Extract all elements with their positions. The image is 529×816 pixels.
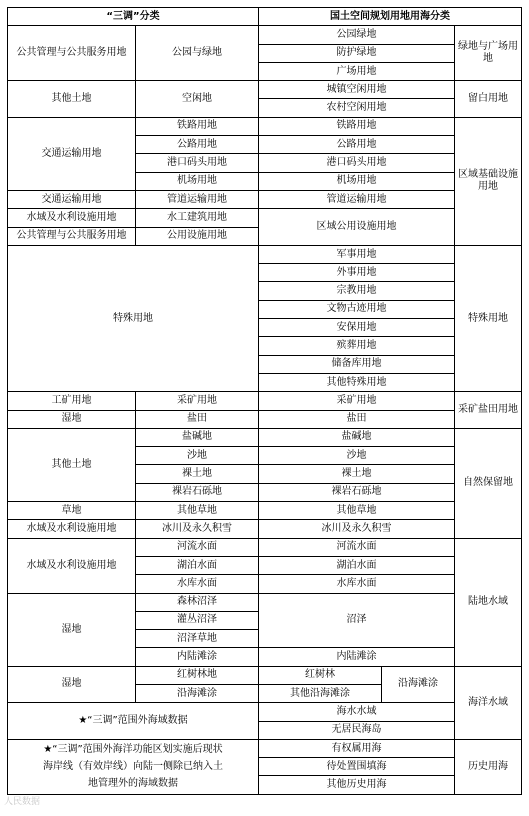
cell-b11: 盐田 [136,410,259,428]
cell-c2: 防护绿地 [259,44,455,62]
cell-c7: 公路用地 [259,136,455,154]
cell-c24: 裸土地 [259,465,455,483]
cell-b10: 采矿用地 [136,392,259,410]
cell-a4: 交通运输用地 [8,190,136,208]
cell-b5: 港口码头用地 [136,154,259,172]
cell-c9: 机场用地 [259,172,455,190]
table-header-row [8,8,522,26]
cell-c33: 红树林 [259,666,382,684]
cell-a14: 湿地 [8,593,136,666]
cell-b1: 公园与绿地 [136,26,259,81]
table-row [8,593,522,611]
cell-b9: 公用设施用地 [136,227,259,245]
cell-c11: 区域公用设施用地 [259,209,455,246]
table-row [8,26,522,44]
land-classification-table [7,7,522,795]
cell-b17: 冰川及永久积雪 [136,520,259,538]
cell-a5: 水域及水利设施用地 [8,209,136,227]
watermark: 人民数据 [4,797,41,807]
table-row [8,739,522,757]
cell-c16: 安保用地 [259,319,455,337]
cell-b21: 森林沼泽 [136,593,259,611]
cell-a12: 水域及水利设施用地 [8,520,136,538]
cell-c30: 水库水面 [259,575,455,593]
table-row [8,81,522,99]
table-row [8,117,522,135]
cell-b13: 沙地 [136,447,259,465]
cell-a3: 交通运输用地 [8,117,136,190]
cell-c29: 湖泊水面 [259,556,455,574]
cell-b2: 空闲地 [136,81,259,118]
cell-b15: 裸岩石砾地 [136,483,259,501]
cell-c37: 有权属用海 [259,739,455,757]
cell-d6: 自然保留地 [455,428,522,538]
cell-b18: 河流水面 [136,538,259,556]
cell-d4: 特殊用地 [455,245,522,391]
cell-c17: 殡葬用地 [259,337,455,355]
cell-c4: 城镇空闲用地 [259,81,455,99]
cell-a7: 特殊用地 [8,245,259,391]
cell-a17: ★“三调”范围外海洋功能区划实施后现状海岸线（有效岸线）向陆一侧除已纳入土地管理外的海域数据 [8,739,259,794]
cell-b26: 沿海滩涂 [136,684,259,702]
cell-c25: 裸岩石砾地 [259,483,455,501]
cell-c8: 港口码头用地 [259,154,455,172]
cell-c35: 海水水域 [259,703,455,721]
cell-a16: ★“三调”范围外海域数据 [8,703,259,740]
cell-c18: 储备库用地 [259,355,455,373]
table-row [8,538,522,556]
header-guotu: 国土空间规划用地用海分类 [259,8,522,26]
table-row [8,666,522,684]
cell-a10: 其他土地 [8,428,136,501]
cell-d7: 陆地水域 [455,538,522,666]
table-row [8,410,522,428]
cell-b23: 沼泽草地 [136,630,259,648]
cell-b6: 机场用地 [136,172,259,190]
cell-a9: 湿地 [8,410,136,428]
cell-c1: 公园绿地 [259,26,455,44]
cell-b7: 管道运输用地 [136,190,259,208]
cell-b19: 湖泊水面 [136,556,259,574]
table-row [8,703,522,721]
cell-c38: 待处置围填海 [259,758,455,776]
cell-a8: 工矿用地 [8,392,136,410]
cell-c22: 盐碱地 [259,428,455,446]
cell-c19: 其他特殊用地 [259,373,455,391]
cell-d8: 海洋水域 [455,666,522,739]
table-row [8,502,522,520]
cell-c20: 采矿用地 [259,392,455,410]
cell-b16: 其他草地 [136,502,259,520]
table-row [8,392,522,410]
cell-b12: 盐碱地 [136,428,259,446]
table-row [8,245,522,263]
cell-c31: 沼泽 [259,593,455,648]
land-classification-table-wrapper [7,7,522,795]
cell-d2: 留白用地 [455,81,522,118]
cell-a1: 公共管理与公共服务用地 [8,26,136,81]
cell-c26: 其他草地 [259,502,455,520]
cell-c10: 管道运输用地 [259,190,455,208]
cell-a13: 水域及水利设施用地 [8,538,136,593]
table-row [8,209,522,227]
cell-c34: 其他沿海滩涂 [259,684,382,702]
header-sandiao: “三调”分类 [8,8,259,26]
cell-c14: 宗教用地 [259,282,455,300]
cell-a6: 公共管理与公共服务用地 [8,227,136,245]
cell-b4: 公路用地 [136,136,259,154]
cell-b24: 内陆滩涂 [136,648,259,666]
cell-c6: 铁路用地 [259,117,455,135]
cell-c3: 广场用地 [259,62,455,80]
cell-a2: 其他土地 [8,81,136,118]
cell-c13: 外事用地 [259,264,455,282]
cell-c15: 文物古迹用地 [259,300,455,318]
cell-c28: 河流水面 [259,538,455,556]
cell-a11: 草地 [8,502,136,520]
cell-b25: 红树林地 [136,666,259,684]
cell-d9: 历史用海 [455,739,522,794]
cell-b20: 水库水面 [136,575,259,593]
cell-c21: 盐田 [259,410,455,428]
cell-c5: 农村空闲用地 [259,99,455,117]
cell-a15: 湿地 [8,666,136,703]
cell-c27: 冰川及永久积雪 [259,520,455,538]
cell-c23: 沙地 [259,447,455,465]
cell-d3: 区域基础设施用地 [455,117,522,245]
table-row [8,190,522,208]
table-row [8,428,522,446]
cell-b8: 水工建筑用地 [136,209,259,227]
cell-c39: 其他历史用海 [259,776,455,794]
cell-b22: 灌丛沼泽 [136,611,259,629]
cell-d5: 采矿盐田用地 [455,392,522,429]
cell-c12: 军事用地 [259,245,455,263]
cell-c32: 内陆滩涂 [259,648,455,666]
cell-e1: 沿海滩涂 [382,666,455,703]
cell-b3: 铁路用地 [136,117,259,135]
cell-b14: 裸土地 [136,465,259,483]
cell-c36: 无居民海岛 [259,721,455,739]
cell-d1: 绿地与广场用地 [455,26,522,81]
table-row [8,520,522,538]
